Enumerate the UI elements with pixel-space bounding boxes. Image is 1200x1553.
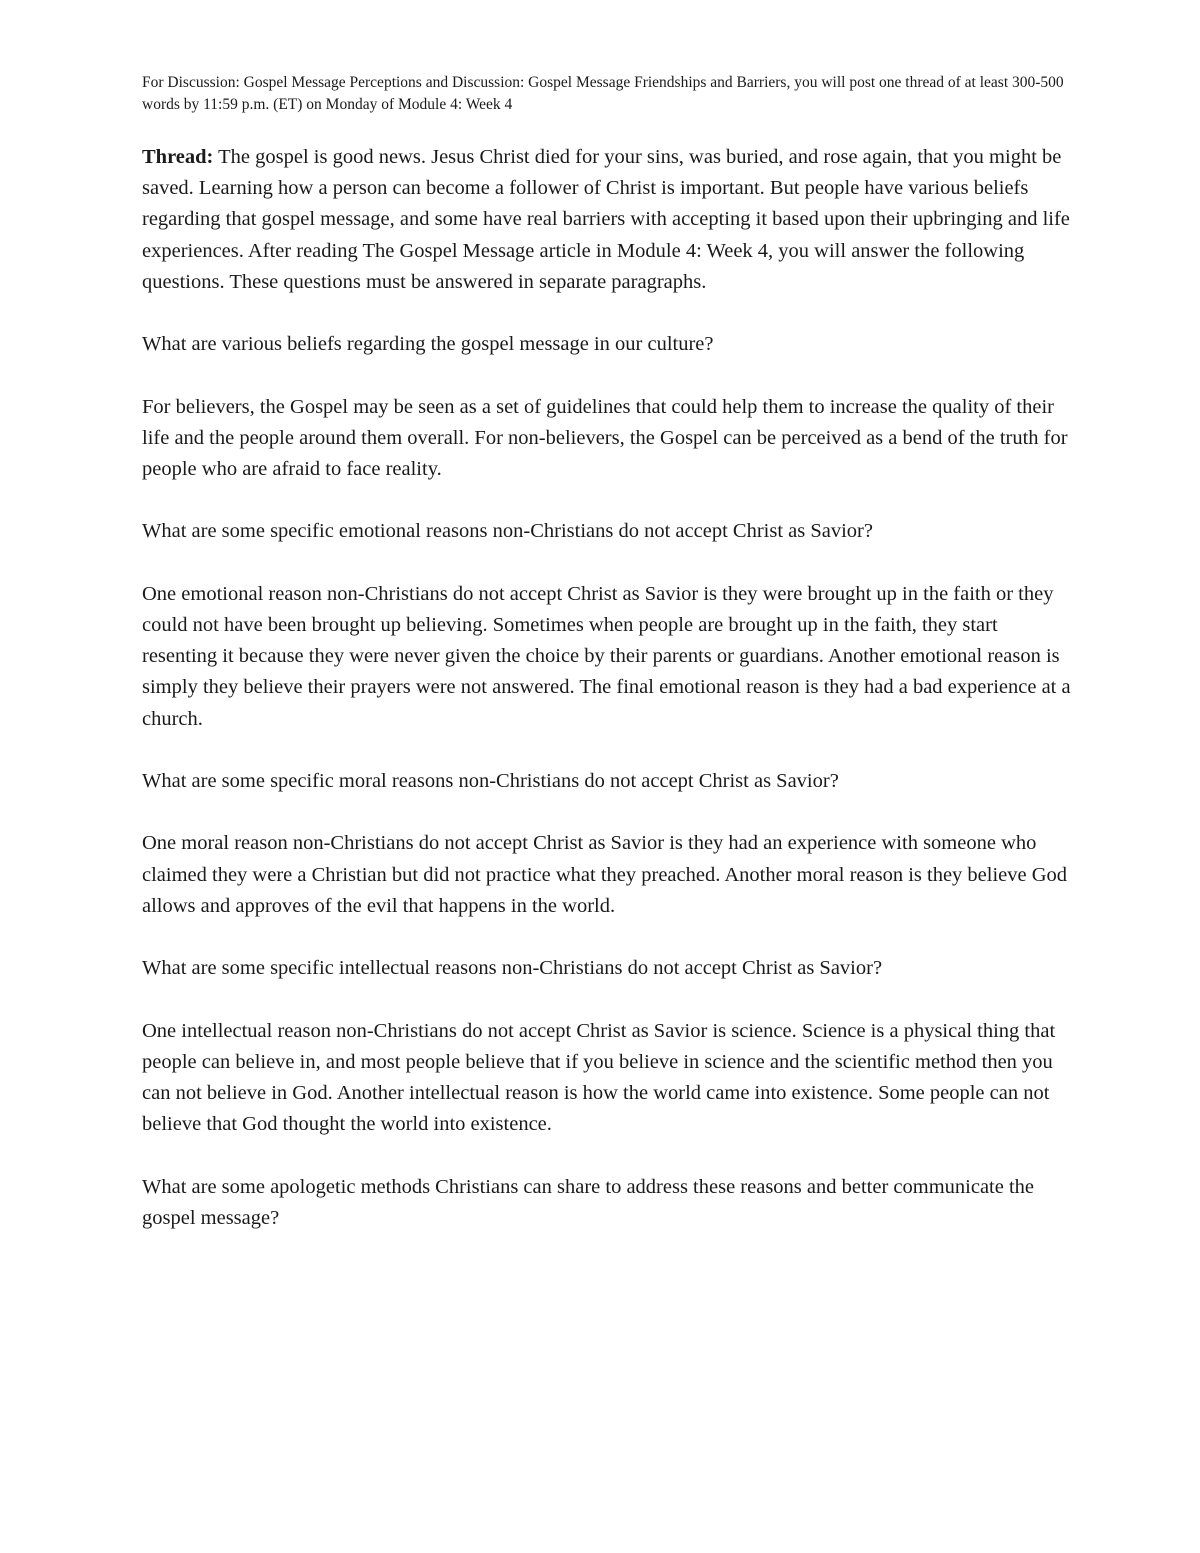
thread-paragraph <box>142 142 1072 298</box>
document-body <box>142 142 1072 1265</box>
question-apologetic-methods: What are some apologetic methods Christians can share to address these reasons and better communicate the gospel message? <box>142 1175 1035 1229</box>
thread-description: The gospel is good news. Jesus Christ died for your sins, was buried, and rose again, that you might be saved. Learning how a person can become a follower of Christ is important. But people have various beliefs regarding that gospel message, and some have real barriers with accepting it based upon their upbringing and life experiences. After reading The Gospel Message article in Module 4: Week 4, you will answer the following questions. These questions must be answered in separate paragraphs. <box>142 146 1070 293</box>
question-intellectual-reasons: What are some specific intellectual reasons non-Christians do not accept Christ as Savior? <box>142 957 883 980</box>
question-emotional-reasons: What are some specific emotional reasons non-Christians do not accept Christ as Savior? <box>142 520 873 543</box>
thread-label: Thread: <box>142 146 214 168</box>
answer-intellectual-reasons: One intellectual reason non-Christians do not accept Christ as Savior is science. Science is a physical thing that people can believe in, and most people believe that if you believe in science and the scientific method then you can not believe in God. Another intellectual reason is how the world came into existence. Some people can not believe that God thought the world into existence. <box>142 1019 1056 1136</box>
question-beliefs: What are various beliefs regarding the gospel message in our culture? <box>142 333 714 356</box>
question-moral-reasons: What are some specific moral reasons non-Christians do not accept Christ as Savior? <box>142 769 839 792</box>
answer-beliefs: For believers, the Gospel may be seen as a set of guidelines that could help them to increase the quality of their life and the people around them overall. For non-believers, the Gospel can be perceived as a bend of the truth for people who are afraid to face reality. <box>142 395 1068 480</box>
answer-emotional-reasons: One emotional reason non-Christians do not accept Christ as Savior is they were brought up in the faith or they could not have been brought up believing. Sometimes when people are brought up in the faith, they start resenting it because they were never given the choice by their parents or guardians. Another emotional reason is simply they believe their prayers were not answered. The final emotional reason is they had a bad experience at a church. <box>142 582 1071 730</box>
answer-moral-reasons: One moral reason non-Christians do not accept Christ as Savior is they had an experience with someone who claimed they were a Christian but did not practice what they preached. Another moral reason is they believe God allows and approves of the evil that happens in the world. <box>142 832 1068 917</box>
assignment-instructions: For Discussion: Gospel Message Perceptions and Discussion: Gospel Message Friendships and Barriers, you will post one thread of at least 300-500 words by 11:59 p.m. (ET) on Monday of Module 4: Week 4 <box>142 74 1064 113</box>
